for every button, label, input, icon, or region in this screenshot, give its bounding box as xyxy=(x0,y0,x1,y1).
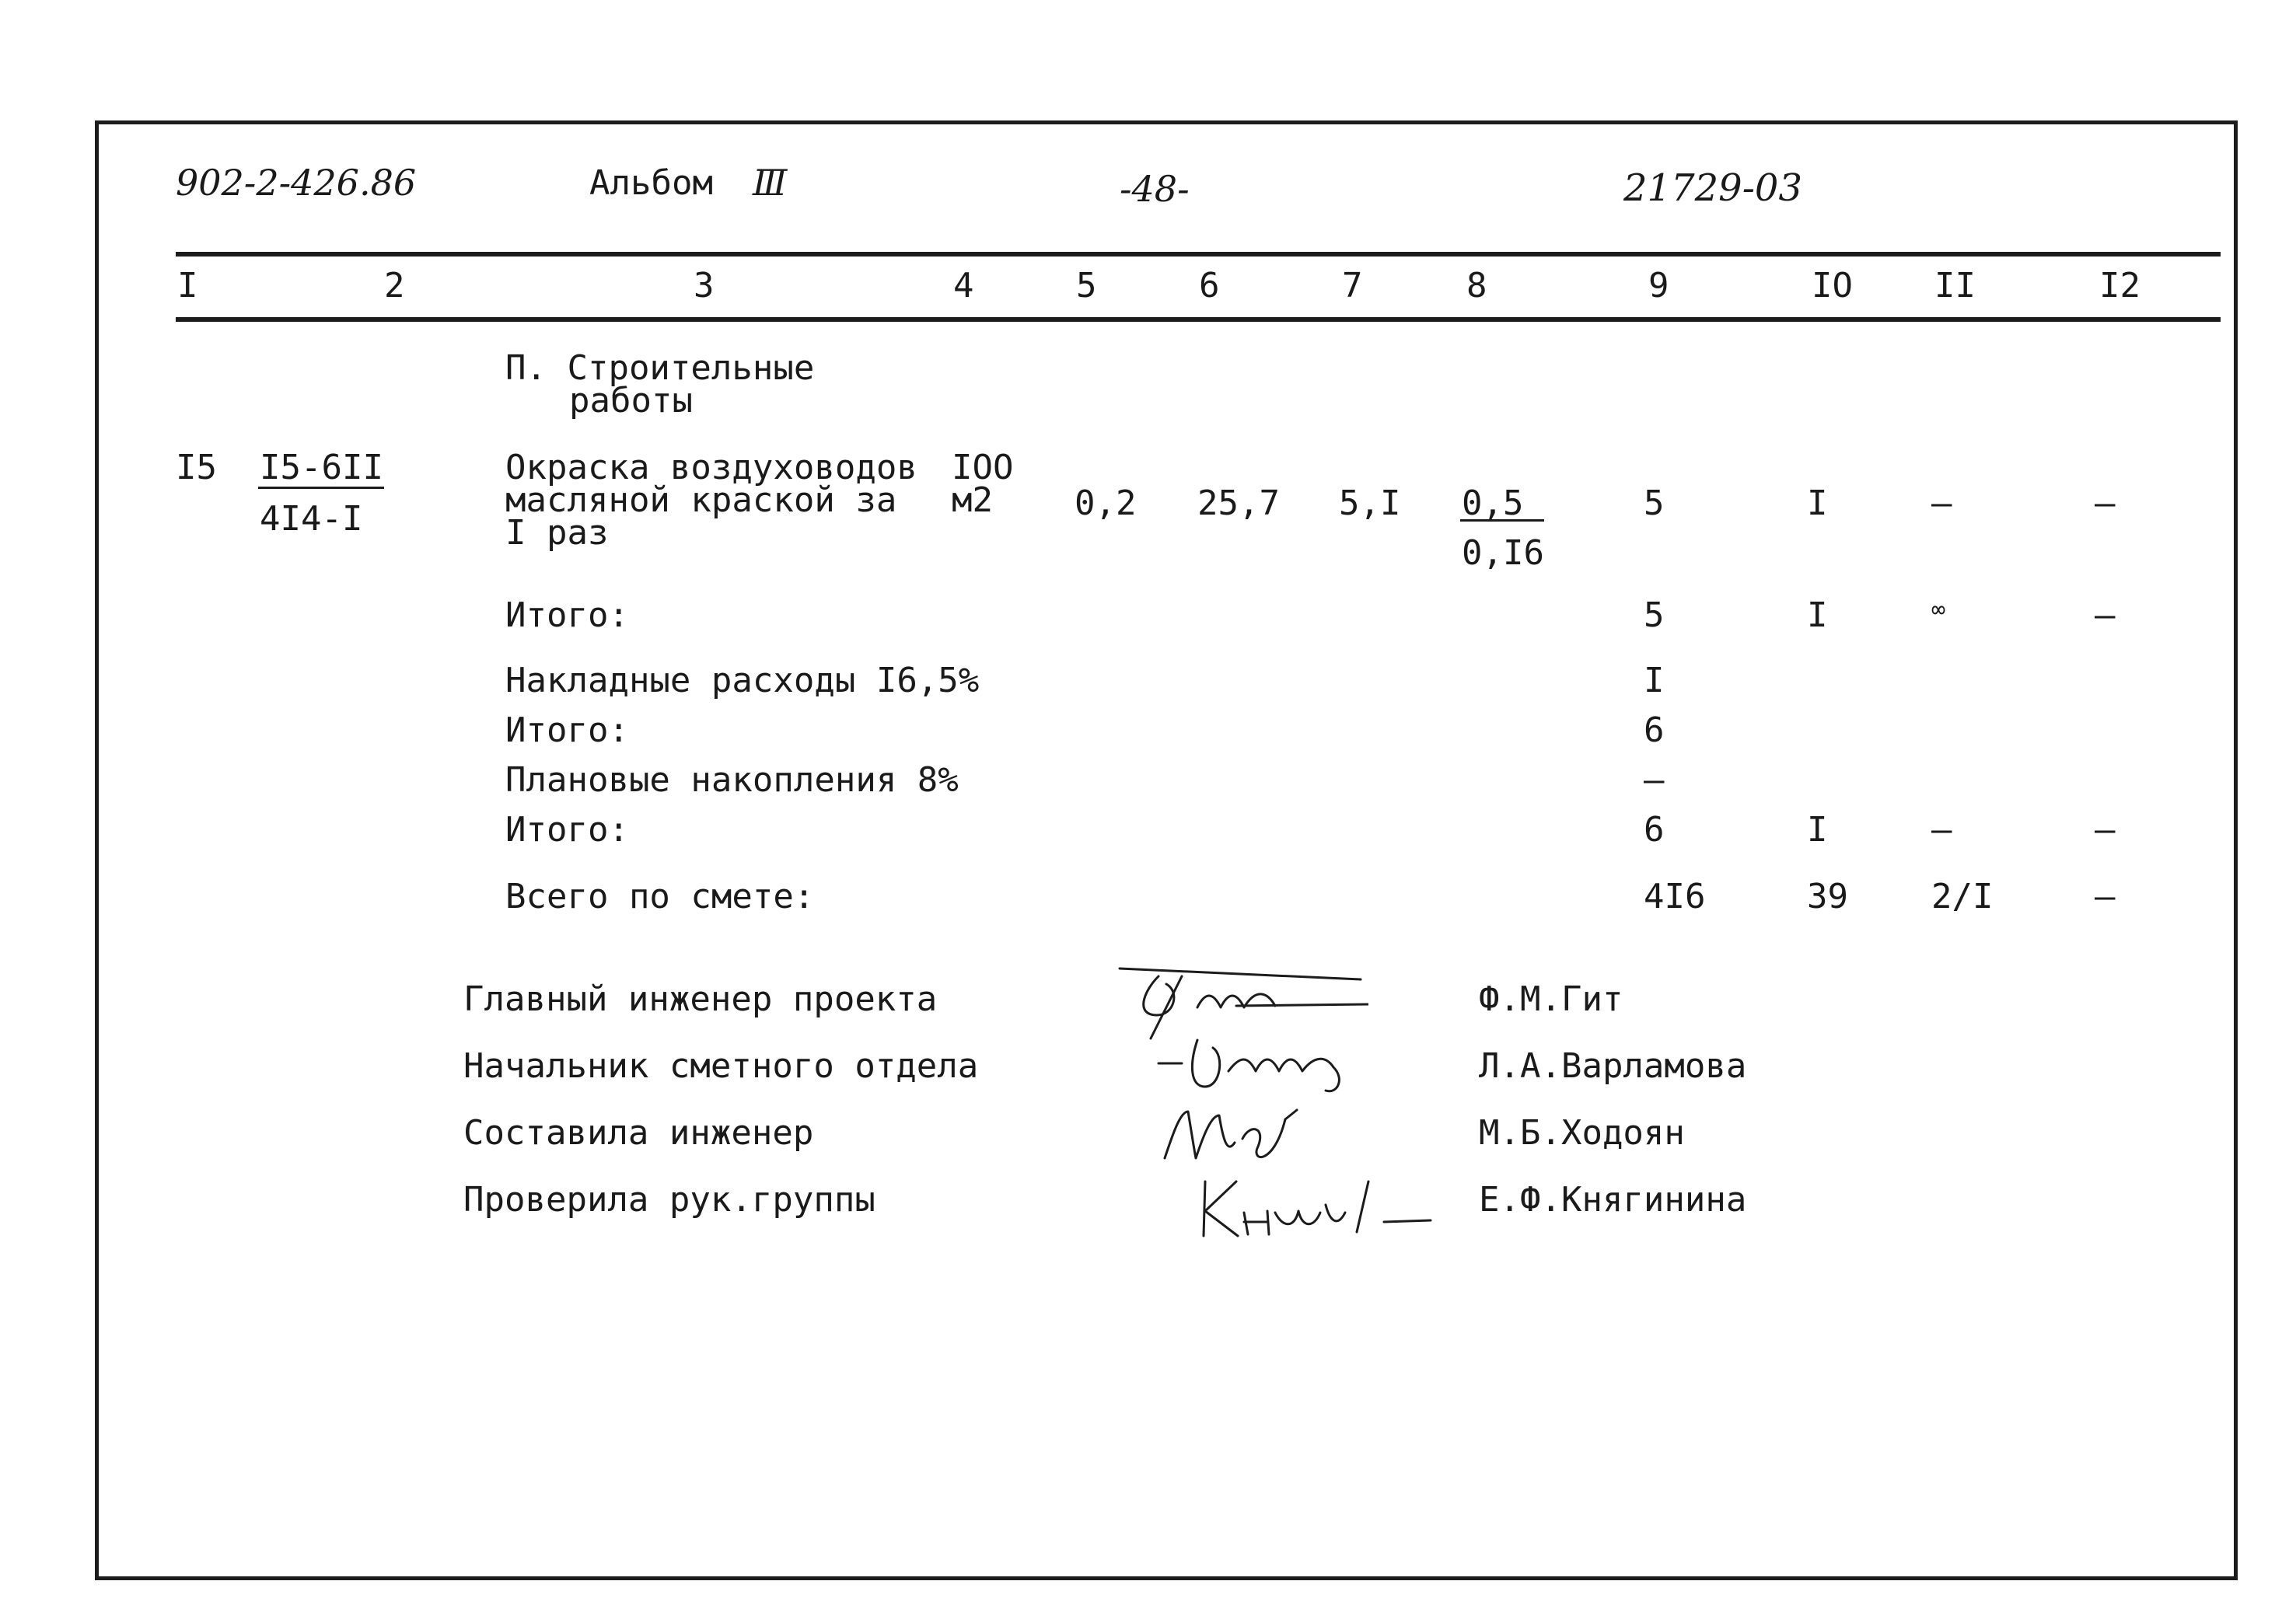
subtotal2-c11: – xyxy=(1931,810,1952,850)
item-col8-top: 0,5 xyxy=(1462,483,1524,523)
overhead-label: Накладные расходы I6,5% xyxy=(505,661,980,700)
item-code-bottom: 4I4-I xyxy=(260,499,363,539)
album-label: Альбом xyxy=(589,163,713,203)
handwritten-signature-3 xyxy=(1149,1096,1305,1174)
item-code-top: I5-6II xyxy=(260,448,383,487)
item-col8-underline xyxy=(1460,519,1544,522)
item-col9: 5 xyxy=(1644,483,1665,523)
header-rule-bottom xyxy=(176,317,2221,322)
item-code-underline xyxy=(258,487,384,489)
doc-number: 21729-03 xyxy=(1623,166,1802,210)
total-c9: 5 xyxy=(1644,595,1665,635)
subtotal2-c12: – xyxy=(2095,810,2116,850)
sign-role-head-estimates: Начальник сметного отдела xyxy=(463,1046,979,1086)
sign-name-chief-engineer: Ф.М.Гит xyxy=(1479,979,1623,1019)
item-col5: 0,2 xyxy=(1075,483,1137,523)
item-number: I5 xyxy=(176,448,217,487)
subtotal2-c10: I xyxy=(1807,810,1828,850)
handwritten-signature-4 xyxy=(1190,1166,1438,1244)
page-frame xyxy=(95,120,2238,1580)
item-unit-top: IOO xyxy=(952,448,1014,487)
col-header-5: 5 xyxy=(1076,266,1097,305)
sign-name-head-estimates: Л.А.Варламова xyxy=(1479,1046,1747,1086)
planned-c9: – xyxy=(1644,760,1665,800)
item-col8-bottom: 0,I6 xyxy=(1462,533,1544,573)
grand-total-c9: 4I6 xyxy=(1644,877,1706,916)
grand-total-c11: 2/I xyxy=(1931,877,1994,916)
col-header-7: 7 xyxy=(1342,266,1363,305)
col-header-2: 2 xyxy=(384,266,405,305)
overhead-c9: I xyxy=(1644,661,1665,700)
total-c11: ∞ xyxy=(1931,596,1946,623)
subtotal2-c9: 6 xyxy=(1644,810,1665,850)
planned-label: Плановые накопления 8% xyxy=(505,760,959,800)
grand-total-label: Всего по смете: xyxy=(505,877,815,916)
item-col7: 5,I xyxy=(1339,483,1401,523)
item-col11: – xyxy=(1931,483,1952,523)
item-desc-line3: I раз xyxy=(505,513,609,553)
col-header-8: 8 xyxy=(1466,266,1487,305)
col-header-9: 9 xyxy=(1648,266,1669,305)
col-header-1: I xyxy=(177,266,198,305)
doc-code: 902-2-426.86 xyxy=(176,162,417,204)
item-desc-line1: Окраска воздуховодов xyxy=(505,448,917,487)
subtotal-c9: 6 xyxy=(1644,710,1665,750)
subtotal2-label: Итого: xyxy=(505,810,629,850)
page-number: -48- xyxy=(1120,168,1190,210)
col-header-11: II xyxy=(1934,266,1976,305)
col-header-3: 3 xyxy=(694,266,715,305)
header-rule-top xyxy=(176,252,2221,257)
sign-name-compiler: М.Б.Ходоян xyxy=(1479,1113,1685,1153)
subtotal-label: Итого: xyxy=(505,710,629,750)
item-col12: – xyxy=(2095,483,2116,523)
total-c12: – xyxy=(2095,595,2116,635)
sign-role-chief-engineer: Главный инженер проекта xyxy=(463,979,938,1019)
handwritten-signature-2 xyxy=(1151,1024,1368,1102)
album-number: Ⅲ xyxy=(753,162,788,204)
item-desc-line2: масляной краской за xyxy=(505,480,897,520)
sign-name-checker: Е.Ф.Княгинина xyxy=(1479,1180,1747,1220)
col-header-10: IO xyxy=(1812,266,1853,305)
sign-role-compiler: Составила инженер xyxy=(463,1113,814,1153)
sign-role-checker: Проверила рук.группы xyxy=(463,1180,875,1220)
section-title-line2: работы xyxy=(569,381,693,421)
item-unit-bottom: м2 xyxy=(952,480,993,520)
grand-total-c10: 39 xyxy=(1807,877,1848,916)
item-col10: I xyxy=(1807,483,1828,523)
section-title-line1: П. Строительные xyxy=(505,348,815,388)
col-header-6: 6 xyxy=(1199,266,1220,305)
col-header-12: I2 xyxy=(2099,266,2140,305)
total-c10: I xyxy=(1807,595,1828,635)
grand-total-c12: – xyxy=(2095,877,2116,916)
col-header-4: 4 xyxy=(953,266,974,305)
item-col6: 25,7 xyxy=(1197,483,1280,523)
total-label: Итого: xyxy=(505,595,629,635)
